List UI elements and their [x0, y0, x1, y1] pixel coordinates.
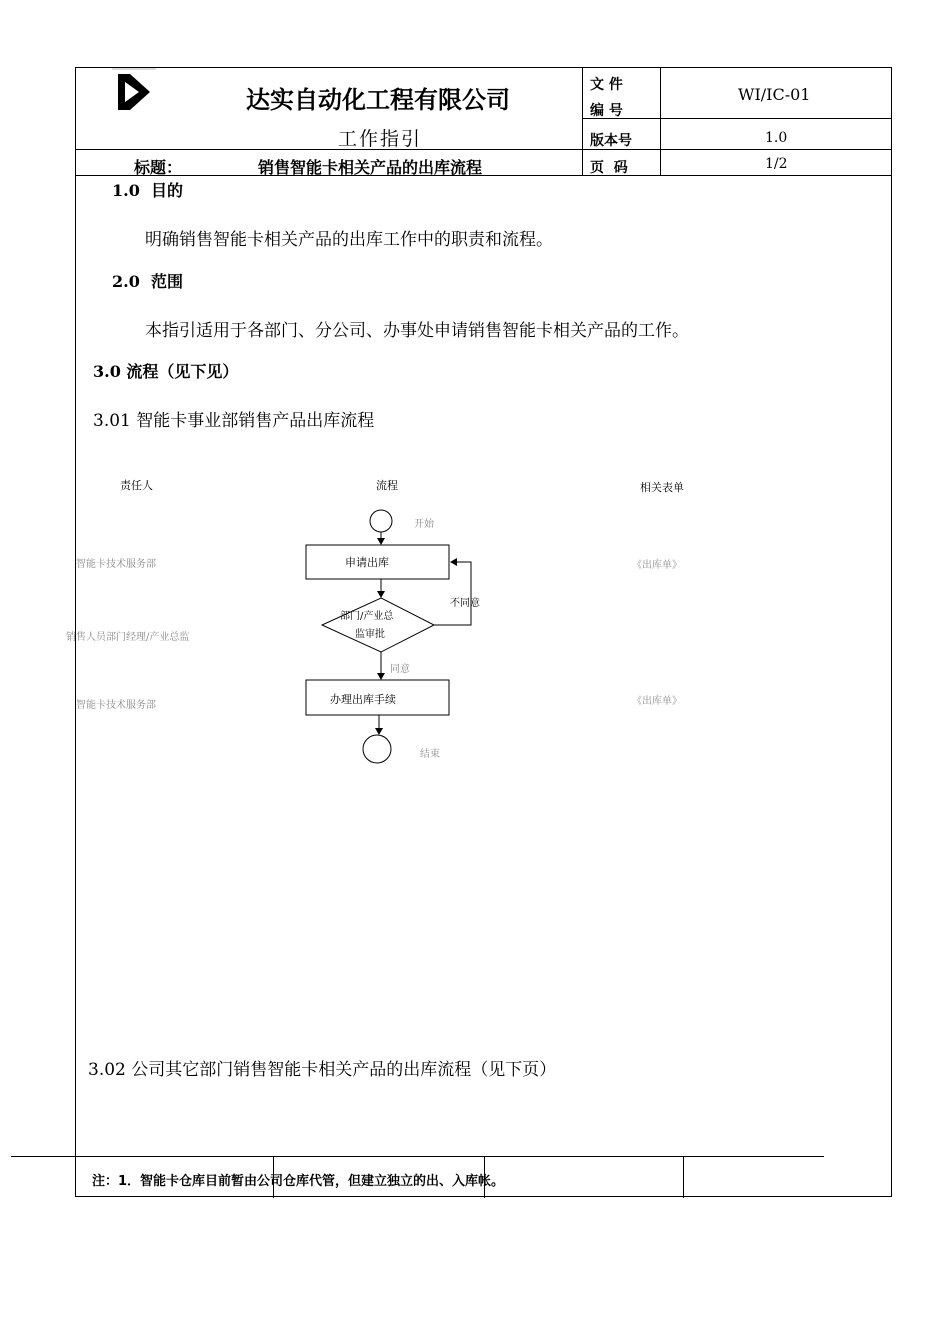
col-responsible-header: 责任人 — [120, 479, 153, 492]
responsible-2: 销售人员部门经理/产业总监 — [66, 632, 190, 643]
version-label: 版本号 — [590, 133, 632, 149]
responsible-3: 智能卡技术服务部 — [76, 700, 156, 711]
section-3-heading: 3.0 流程（见下见） — [93, 362, 239, 381]
reject-label: 不同意 — [450, 598, 480, 609]
page-value: 1/2 — [765, 156, 788, 172]
step-apply-label: 申请出库 — [345, 556, 389, 569]
form-1: 《出库单》 — [632, 560, 682, 571]
end-label: 结束 — [420, 749, 440, 760]
end-node — [363, 735, 391, 763]
section-3-02: 3.02 公司其它部门销售智能卡相关产品的出库流程（见下页） — [88, 1060, 557, 1080]
file-no-label-2: 编 号 — [590, 103, 623, 119]
title-label: 标题： — [134, 158, 183, 177]
footer-note: 注：1．智能卡仓库目前暂由公司仓库代管，但建立独立的出、入库帐。 — [92, 1174, 505, 1189]
section-1-heading: 1.0 目的 — [112, 181, 183, 200]
company-logo-icon — [112, 68, 156, 112]
section-3-01: 3.01 智能卡事业部销售产品出库流程 — [93, 411, 375, 431]
company-name: 达实自动化工程有限公司 — [246, 86, 510, 114]
version-value: 1.0 — [765, 130, 788, 146]
section-2-heading: 2.0 范围 — [112, 272, 183, 291]
start-label: 开始 — [414, 519, 434, 530]
form-2: 《出库单》 — [632, 696, 682, 707]
start-node — [370, 510, 392, 532]
section-2-text: 本指引适用于各部门、分公司、办事处申请销售智能卡相关产品的工作。 — [145, 321, 689, 341]
doc-type: 工作指引 — [338, 128, 423, 150]
approve-label: 同意 — [390, 664, 410, 675]
file-no-label-1: 文 件 — [590, 77, 623, 93]
decision-label-1: 部门/产业总 — [340, 611, 394, 622]
col-forms-header: 相关表单 — [640, 481, 684, 494]
step-handle-label: 办理出库手续 — [330, 693, 396, 706]
file-no-value: WI/IC-01 — [738, 85, 811, 104]
decision-label-2: 监审批 — [355, 629, 385, 640]
title-value: 销售智能卡相关产品的出库流程 — [258, 158, 483, 177]
col-process-header: 流程 — [376, 479, 398, 492]
section-1-text: 明确销售智能卡相关产品的出库工作中的职责和流程。 — [145, 230, 553, 250]
page-label: 页 码 — [590, 160, 628, 176]
responsible-1: 智能卡技术服务部 — [76, 559, 156, 570]
flowchart-diagram — [290, 500, 490, 770]
